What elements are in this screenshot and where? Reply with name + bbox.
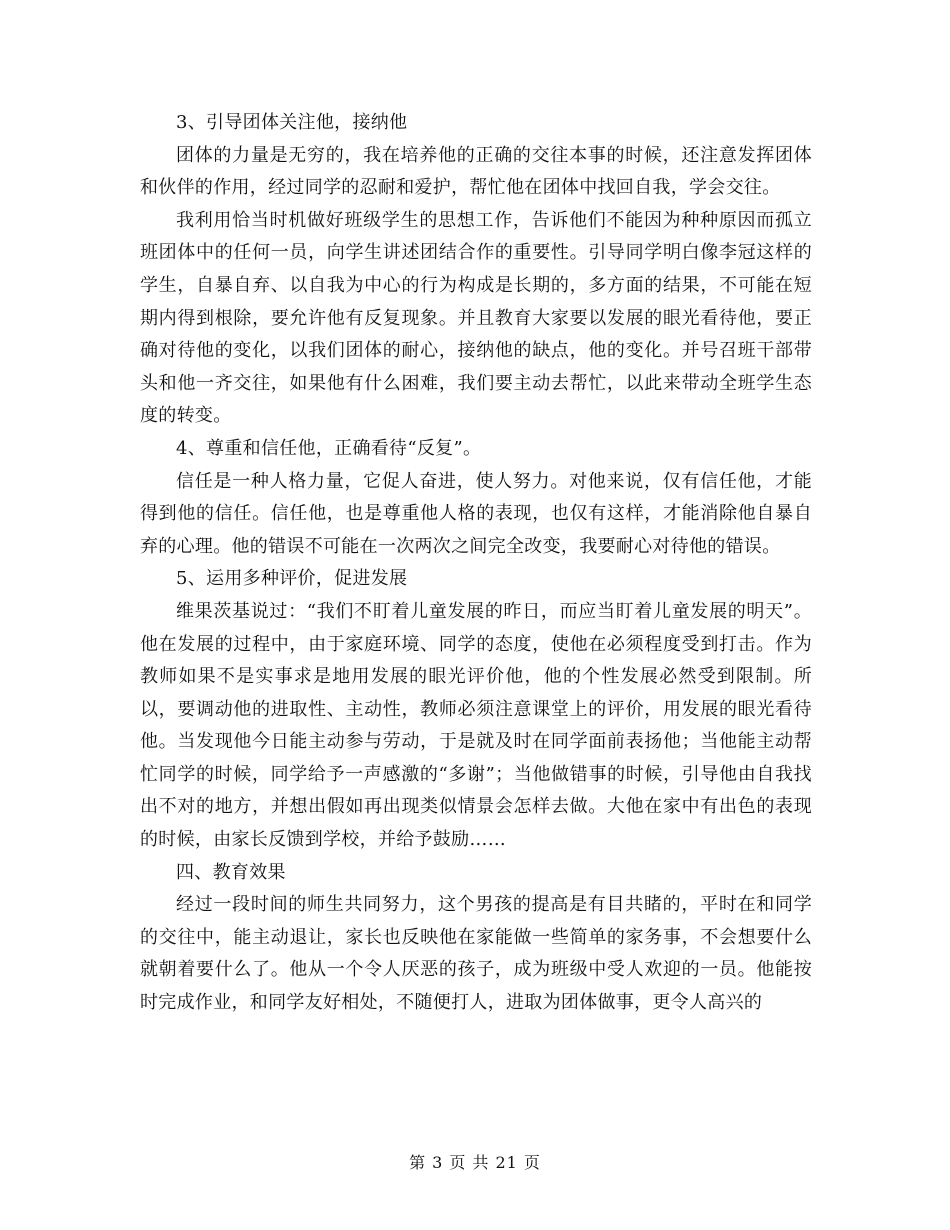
footer-mid: 页 共 <box>449 1153 490 1172</box>
section-heading-5: 5、运用多种评价，促进发展 <box>176 568 408 590</box>
page-footer <box>0 1150 950 1173</box>
section-heading-4: 4、尊重和信任他，正确看待“反复”。 <box>176 437 482 459</box>
paragraph: 信任是一种人格力量，它促人奋进，使人努力。对他来说，仅有信任他，才能得到他的信任。信任他，也是尊重他人格的表现，也仅有这样，才能消除他自暴自弃的心理。他的错误不可能在一次两次之间完全改变，我要耐心对待他的错误。 <box>140 470 812 557</box>
paragraph: 经过一段时间的师生共同努力，这个男孩的提高是有目共睹的，平时在和同学的交往中，能主动退让，家长也反映他在家能做一些简单的家务事，不会想要什么就朝着要什么了。他从一个令人厌恶的孩子，成为班级中受人欢迎的一员。他能按时完成作业，和同学友好相处，不随便打人，进取为团体做事，更令人高兴的 <box>140 894 812 1014</box>
footer-prefix: 第 <box>409 1153 427 1172</box>
paragraph: 团体的力量是无穷的，我在培养他的正确的交往本事的时候，还注意发挥团体和伙伴的作用，经过同学的忍耐和爱护，帮忙他在团体中找回自我，学会交往。 <box>140 144 812 199</box>
footer-total-pages: 21 <box>495 1153 518 1172</box>
paragraph: 我利用恰当时机做好班级学生的思想工作，告诉他们不能因为种种原因而孤立班团体中的任何一员，向学生讲述团结合作的重要性。引导同学明白像李冠这样的学生，自暴自弃、以自我为中心的行为构成是长期的，多方面的结果，不可能在短期内得到根除，要允许他有反复现象。并且教育大家要以发展的眼光看待他，要正确对待他的变化，以我们团体的耐心，接纳他的缺点，他的变化。并号召班干部带头和他一齐交往，如果他有什么困难，我们要主动去帮忙，以此来带动全班学生态度的转变。 <box>140 209 812 427</box>
section-heading-four: 四、教育效果 <box>176 861 286 883</box>
section-heading-3: 3、引导团体关注他，接纳他 <box>176 112 408 133</box>
footer-suffix: 页 <box>523 1153 541 1172</box>
paragraph: 维果茨基说过：“我们不盯着儿童发展的昨日，而应当盯着儿童发展的明天”。他在发展的过程中，由于家庭环境、同学的态度，使他在必须程度受到打击。作为教师如果不是实事求是地用发展的眼光评价他，他的个性发展必然受到限制。所以，要调动他的进取性、主动性，教师必须注意课堂上的评价，用发展的眼光看待他。当发现他今日能主动参与劳动，于是就及时在同学面前表扬他；当他能主动帮忙同学的时候，同学给予一声感激的“多谢”；当他做错事的时候，引导他由自我找出不对的地方，并想出假如再出现类似情景会怎样去做。大他在家中有出色的表现的时候，由家长反馈到学校，并给予鼓励…… <box>140 600 812 851</box>
footer-current-page: 3 <box>432 1153 444 1172</box>
document-body <box>140 107 812 1020</box>
